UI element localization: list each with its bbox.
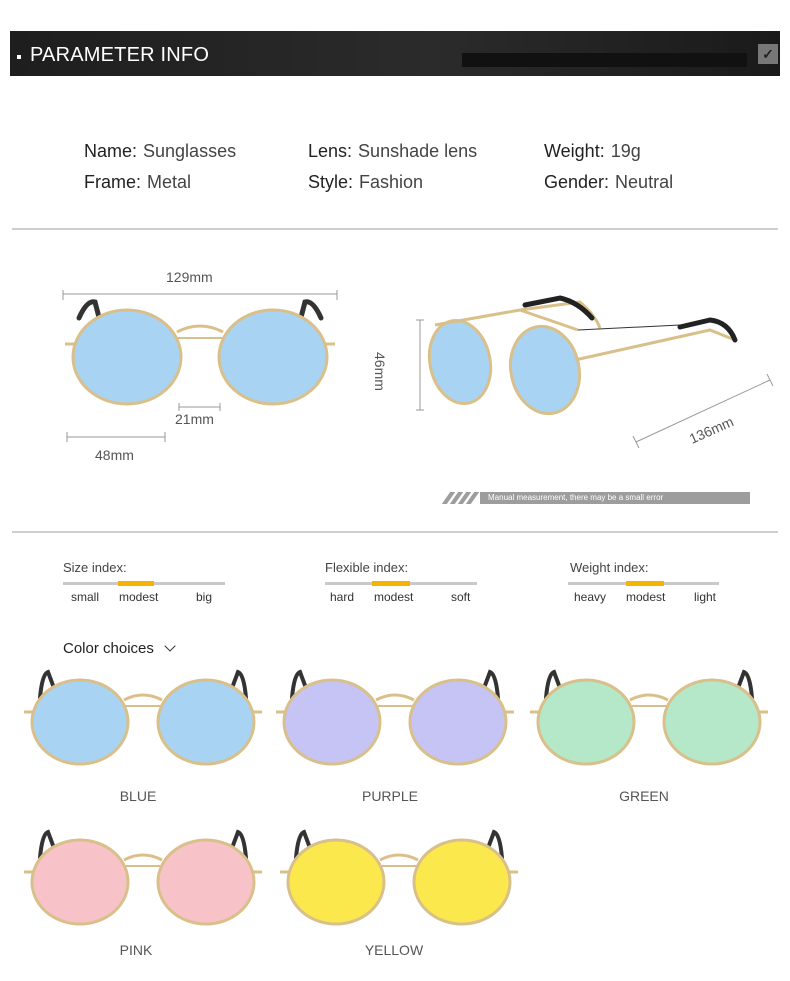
param-label: Frame: [84,172,142,192]
color-label-green: GREEN [619,788,669,804]
param-label: Lens: [308,141,353,161]
brand-logo-icon: ✓ [758,44,778,64]
param-name [84,141,236,162]
flexible-index-marker [372,581,410,586]
flexible-index-option: soft [451,590,471,604]
size-index-option: modest [119,590,159,604]
color-choices-title [63,640,174,657]
note-text: Manual measurement, there may be a small error [488,493,664,502]
glasses-yellow[interactable] [276,822,522,932]
header-banner [10,31,780,76]
glasses-pink[interactable] [20,822,266,932]
measurement-note [440,492,750,504]
param-style [308,172,423,193]
param-value: Neutral [615,172,674,192]
color-label-purple: PURPLE [361,788,419,804]
param-frame [84,172,191,193]
divider [12,531,778,533]
flexible-index-title: Flexible index: [325,560,409,575]
param-value: Metal [147,172,192,192]
param-label: Gender: [544,172,610,192]
flexible-index-option: modest [374,590,414,604]
color-label-yellow: YELLOW [364,942,424,958]
param-label: Style: [308,172,354,192]
flexible-index-option: hard [330,590,355,604]
header-strip [462,53,747,67]
color-choices-label: Color choices [63,640,154,657]
bridge-label: 21mm [175,411,214,427]
glasses-blue[interactable] [20,662,266,772]
size-index-marker [118,581,154,586]
divider [12,228,778,230]
glasses-green[interactable] [526,662,772,772]
param-label: Weight: [544,141,605,161]
size-index-title: Size index: [63,560,127,575]
color-label-pink: PINK [119,942,153,958]
color-label-blue: BLUE [119,788,157,804]
total-width-label: 129mm [166,269,213,285]
lens-height-label: 46mm [372,352,388,391]
size-index-option: big [196,590,213,604]
param-value: Sunglasses [143,141,237,161]
header-title: PARAMETER INFO [30,44,210,66]
weight-index-option: light [694,590,717,604]
param-value: Sunshade lens [358,141,478,161]
lens-width-label: 48mm [95,447,134,463]
temple-length-label: 136mm [686,413,736,447]
param-lens [308,141,477,162]
size-index-option: small [71,590,100,604]
glasses-purple[interactable] [272,662,518,772]
bullet-dot [17,55,21,59]
param-value: 19g [610,141,641,161]
weight-index-option: heavy [574,590,607,604]
param-value: Fashion [359,172,424,192]
weight-index-title: Weight index: [570,560,649,575]
param-label: Name: [84,141,138,161]
param-gender [544,172,673,193]
chevron-down-icon [164,640,175,651]
weight-index-option: modest [626,590,666,604]
param-weight [544,141,641,162]
weight-index-marker [626,581,664,586]
